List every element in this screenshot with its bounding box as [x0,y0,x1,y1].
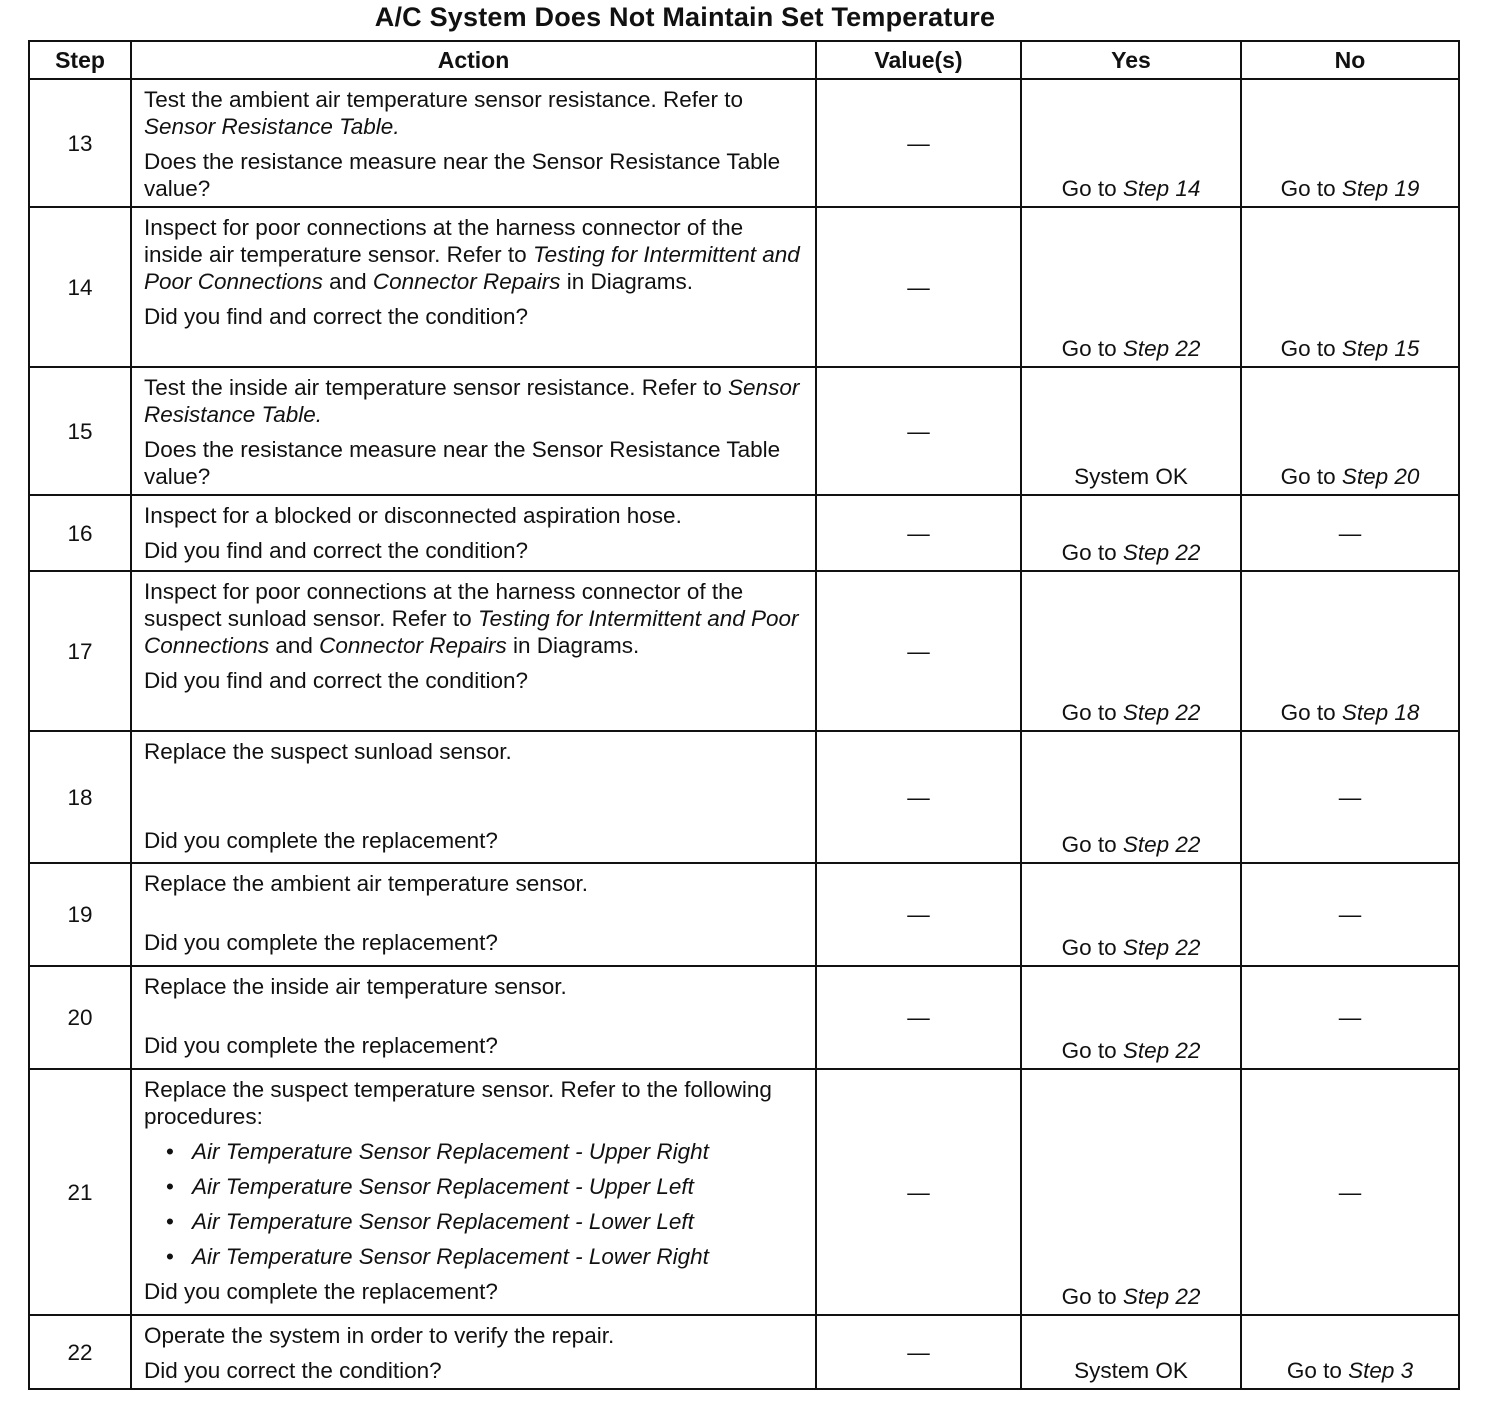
step-number: 13 [29,79,131,207]
step-number: 14 [29,207,131,367]
value-cell: — [816,79,1021,207]
no-cell [1241,571,1459,731]
yes-cell [1021,571,1241,731]
header-no: No [1241,41,1459,79]
table-row [29,863,1459,966]
no-text: Go to [1280,336,1342,361]
action-cell [131,207,816,367]
yes-step-link[interactable]: Step 22 [1122,700,1201,725]
action-text: in Diagrams. [560,269,694,294]
no-cell: — [1241,1069,1459,1315]
yes-step-link[interactable]: Step 22 [1122,1038,1201,1063]
step-number: 22 [29,1315,131,1389]
action-reference: Connector Repairs [319,633,507,658]
yes-step-link[interactable]: Step 22 [1122,935,1201,960]
action-cell [131,79,816,207]
action-question: Did you complete the replacement? [144,1279,498,1304]
no-cell [1241,1315,1459,1389]
action-question: Did you complete the replacement? [144,828,498,853]
value-cell: — [816,495,1021,571]
yes-step-link[interactable]: Step 22 [1122,1284,1201,1309]
action-text: Operate the system in order to verify the repair. [144,1323,615,1348]
yes-text: Go to [1061,832,1123,857]
yes-cell [1021,731,1241,863]
action-cell [131,863,816,966]
action-text: Inspect for poor connections at the harness connector of the inside air temperature sensor. Refer to [144,215,744,267]
yes-step-link[interactable]: Step 14 [1122,176,1201,201]
step-number: 18 [29,731,131,863]
no-text: Go to [1280,464,1342,489]
action-cell [131,571,816,731]
no-step-link[interactable]: Step 15 [1341,336,1420,361]
action-text: Replace the inside air temperature sensor. [144,974,567,999]
action-text: Inspect for poor connections at the harness connector of the suspect sunload sensor. Refer to [144,579,744,631]
no-step-link[interactable]: Step 20 [1341,464,1420,489]
header-action: Action [131,41,816,79]
yes-cell [1021,79,1241,207]
bullet-icon: • [166,1174,174,1199]
action-question: Did you correct the condition? [144,1358,442,1383]
yes-step-link[interactable]: Step 22 [1122,540,1201,565]
yes-text: Go to [1061,176,1123,201]
no-cell [1241,79,1459,207]
action-text: Replace the suspect temperature sensor. Refer to the following procedures: [144,1077,772,1129]
value-cell: — [816,1069,1021,1315]
procedure-link[interactable]: Air Temperature Sensor Replacement - Upper Left [192,1174,694,1199]
action-question: Does the resistance measure near the Sensor Resistance Table value? [144,149,781,201]
value-cell: — [816,731,1021,863]
yes-cell [1021,495,1241,571]
action-text: Test the ambient air temperature sensor resistance. Refer to [144,87,744,112]
yes-cell [1021,207,1241,367]
action-text: and [269,633,320,658]
no-cell [1241,207,1459,367]
bullet-icon: • [166,1244,174,1269]
procedure-link[interactable]: Air Temperature Sensor Replacement - Lower Left [192,1209,694,1234]
action-cell [131,495,816,571]
procedure-bullet [166,1173,805,1200]
yes-text: Go to [1061,1038,1123,1063]
action-reference: Testing for Intermittent and Poor Connections [144,606,799,658]
yes-cell [1021,367,1241,495]
no-text: Go to [1280,700,1342,725]
action-text: Test the inside air temperature sensor resistance. Refer to [144,375,729,400]
table-row [29,966,1459,1069]
document-title: A/C System Does Not Maintain Set Temperature [374,2,996,32]
procedure-bullet [166,1138,805,1165]
yes-cell [1021,966,1241,1069]
value-cell: — [816,1315,1021,1389]
action-question: Did you find and correct the condition? [144,538,528,563]
table-row [29,731,1459,863]
yes-cell [1021,1315,1241,1389]
step-number: 15 [29,367,131,495]
yes-text: Go to [1061,935,1123,960]
table-row [29,571,1459,731]
action-cell [131,1069,816,1315]
no-cell: — [1241,731,1459,863]
yes-step-link[interactable]: Step 22 [1122,336,1201,361]
bullet-icon: • [166,1209,174,1234]
no-step-link[interactable]: Step 18 [1341,700,1420,725]
header-step: Step [29,41,131,79]
step-number: 21 [29,1069,131,1315]
action-question: Did you complete the replacement? [144,1033,498,1058]
action-text: Inspect for a blocked or disconnected aspiration hose. [144,503,682,528]
step-number: 20 [29,966,131,1069]
no-step-link[interactable]: Step 3 [1348,1358,1414,1383]
procedure-link[interactable]: Air Temperature Sensor Replacement - Lower Right [192,1244,709,1269]
yes-text: System OK [1074,464,1188,489]
header-values: Value(s) [816,41,1021,79]
yes-text: Go to [1061,700,1123,725]
no-text: Go to [1280,176,1342,201]
value-cell: — [816,367,1021,495]
table-row [29,207,1459,367]
action-cell [131,731,816,863]
action-text: Replace the suspect sunload sensor. [144,739,512,764]
diagnostic-table [28,40,1460,1390]
action-text: Replace the ambient air temperature sensor. [144,871,588,896]
step-number: 17 [29,571,131,731]
table-row [29,367,1459,495]
action-question: Did you find and correct the condition? [144,668,528,693]
value-cell: — [816,571,1021,731]
action-reference: Connector Repairs [372,269,561,294]
yes-text: Go to [1061,336,1123,361]
bullet-icon: • [166,1139,174,1164]
no-step-link[interactable]: Step 19 [1341,176,1420,201]
yes-cell [1021,863,1241,966]
yes-text: System OK [1074,1358,1188,1383]
table-row [29,1315,1459,1389]
action-cell [131,966,816,1069]
no-cell [1241,367,1459,495]
action-reference: Sensor Resistance Table. [144,375,800,427]
step-number: 19 [29,863,131,966]
no-cell: — [1241,863,1459,966]
value-cell: — [816,863,1021,966]
procedure-bullet [166,1208,805,1235]
yes-cell [1021,1069,1241,1315]
yes-text: Go to [1061,540,1123,565]
header-yes: Yes [1021,41,1241,79]
action-cell [131,1315,816,1389]
value-cell: — [816,207,1021,367]
action-reference: Sensor Resistance Table. [144,114,400,139]
procedure-bullet [166,1243,805,1270]
action-cell [131,367,816,495]
action-question: Did you complete the replacement? [144,930,498,955]
table-row [29,79,1459,207]
table-row [29,495,1459,571]
value-cell: — [816,966,1021,1069]
action-question: Did you find and correct the condition? [144,304,528,329]
action-reference: Testing for Intermittent and Poor Connections [144,242,800,294]
yes-text: Go to [1061,1284,1123,1309]
action-question: Does the resistance measure near the Sensor Resistance Table value? [144,437,781,489]
table-row [29,1069,1459,1315]
header-row [29,41,1459,79]
no-cell: — [1241,966,1459,1069]
no-text: Go to [1286,1358,1349,1383]
procedure-link[interactable]: Air Temperature Sensor Replacement - Upper Right [192,1139,709,1164]
yes-step-link[interactable]: Step 22 [1122,832,1201,857]
action-text: in Diagrams. [506,633,640,658]
action-text: and [322,269,373,294]
step-number: 16 [29,495,131,571]
no-cell: — [1241,495,1459,571]
